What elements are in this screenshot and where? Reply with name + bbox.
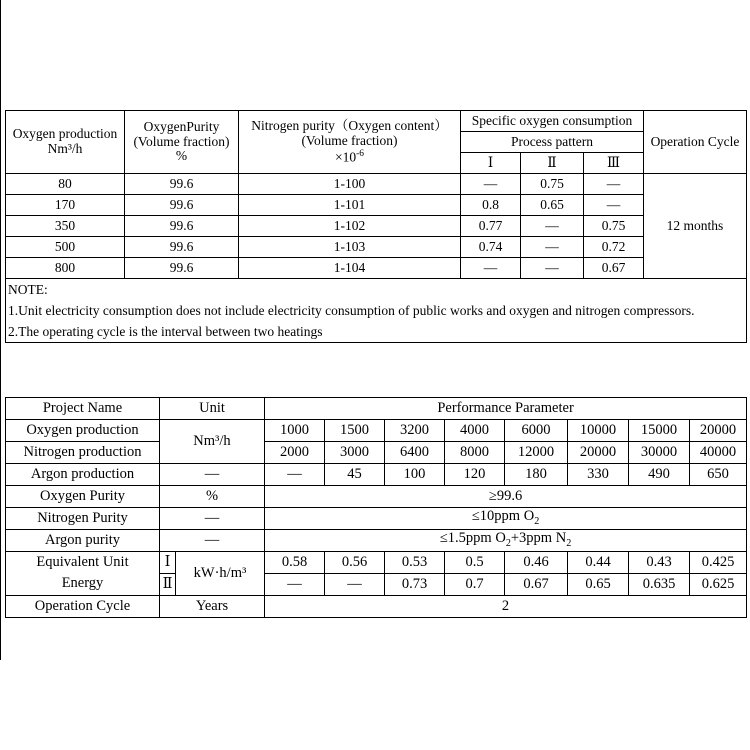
- note-2: 2.The operating cycle is the interval between two heatings: [8, 324, 323, 339]
- notes-title: NOTE:: [8, 282, 48, 297]
- energy-mark-1: Ⅰ: [160, 552, 176, 574]
- table-row: Argon production — — 45 100 120 180 330 490 650: [6, 464, 747, 486]
- nitrogen-purity-value: ≤10ppm $O_2$: [265, 508, 747, 530]
- note-1: 1.Unit electricity consumption does not include electricity consumption of public works and oxygen and nitrogen compressors.: [8, 303, 695, 318]
- operation-cycle-years: 2: [265, 596, 747, 618]
- energy-mark-2: Ⅱ: [160, 574, 176, 596]
- label-oxygen-production: Oxygen production: [6, 420, 160, 442]
- table-row: 80 99.6 1-100 — 0.75 — 12 months: [6, 174, 747, 195]
- production-unit: Nm³/h: [160, 420, 265, 464]
- table-row: Argon purity — ≤1.5ppm $O_2+3ppm$ $N_2$: [6, 530, 747, 552]
- header-pattern-3: Ⅲ: [584, 153, 644, 174]
- table-row: 500 99.6 1-103 0.74 — 0.72: [6, 237, 747, 258]
- label-energy-line2: Energy: [6, 574, 160, 596]
- table-row: 350 99.6 1-102 0.77 — 0.75: [6, 216, 747, 237]
- argon-purity-value: ≤1.5ppm $O_2+3ppm$ $N_2$: [265, 530, 747, 552]
- label-energy-line1: Equivalent Unit: [6, 552, 160, 574]
- header-oxygen-purity: OxygenPurity (Volume fraction) %: [125, 111, 239, 174]
- header-pattern-2: Ⅱ: [521, 153, 584, 174]
- header-pattern-1: Ⅰ: [461, 153, 521, 174]
- table-row: Equivalent Unit Ⅰ kW·h/m³ 0.58 0.56 0.53 0.5 0.46 0.44 0.43 0.425: [6, 552, 747, 574]
- header-operation-cycle: Operation Cycle: [644, 111, 747, 174]
- table-row: Nitrogen Purity — ≤10ppm $O_2$: [6, 508, 747, 530]
- header-nitrogen-purity: Nitrogen purity（Oxygen content） (Volume fraction) $\times 10^{-6}$: [239, 111, 461, 174]
- table-row: Operation Cycle Years 2: [6, 596, 747, 618]
- table-row: Oxygen production Nm³/h 1000 1500 3200 4000 6000 10000 15000 20000: [6, 420, 747, 442]
- energy-unit: kW·h/m³: [176, 552, 265, 596]
- header-process-pattern: Process pattern: [461, 132, 644, 153]
- operation-cycle-value: 12 months: [644, 174, 747, 279]
- notes-block: [6, 279, 747, 343]
- label-argon-purity: Argon purity: [6, 530, 160, 552]
- performance-parameter-table: [5, 397, 747, 618]
- label-nitrogen-purity: Nitrogen Purity: [6, 508, 160, 530]
- table-row: Energy Ⅱ — — 0.73 0.7 0.67 0.65 0.635 0.625: [6, 574, 747, 596]
- header-performance: Performance Parameter: [265, 398, 747, 420]
- table-row: Nitrogen production 2000 3000 6400 8000 12000 20000 30000 40000: [6, 442, 747, 464]
- header-unit: Unit: [160, 398, 265, 420]
- oxygen-consumption-table: [5, 110, 747, 343]
- oxygen-purity-value: ≥99.6: [265, 486, 747, 508]
- label-operation-cycle: Operation Cycle: [6, 596, 160, 618]
- header-specific-consumption: Specific oxygen consumption: [461, 111, 644, 132]
- label-oxygen-purity: Oxygen Purity: [6, 486, 160, 508]
- header-project-name: Project Name: [6, 398, 160, 420]
- label-nitrogen-production: Nitrogen production: [6, 442, 160, 464]
- table-row: 170 99.6 1-101 0.8 0.65 —: [6, 195, 747, 216]
- left-edge-line: [0, 0, 1, 660]
- table-row: 800 99.6 1-104 — — 0.67: [6, 258, 747, 279]
- header-oxygen-production: Oxygen production Nm³/h: [6, 111, 125, 174]
- label-argon-production: Argon production: [6, 464, 160, 486]
- table-row: Oxygen Purity % ≥99.6: [6, 486, 747, 508]
